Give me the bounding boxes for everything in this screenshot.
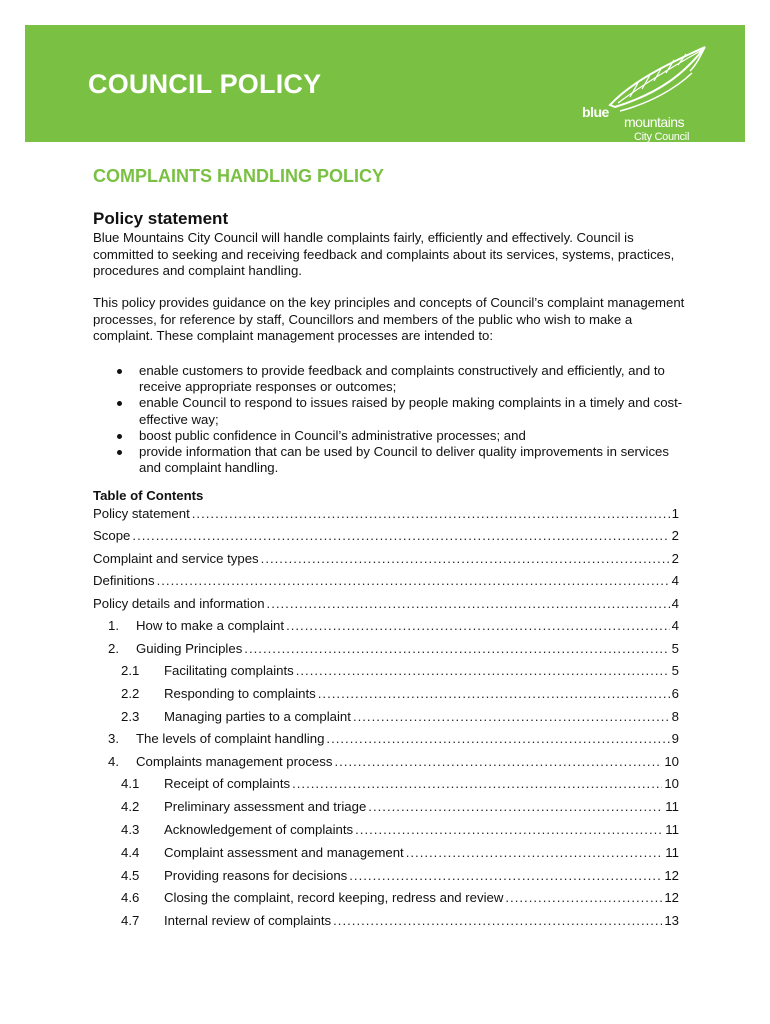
toc-entry-number: 4. bbox=[108, 754, 119, 769]
toc-entry[interactable] bbox=[93, 505, 679, 523]
toc-leader bbox=[261, 550, 670, 568]
toc-leader bbox=[157, 572, 670, 590]
toc-entry-page: 12 bbox=[664, 868, 679, 883]
toc-entry-label: Guiding Principles bbox=[136, 641, 243, 656]
toc-entry-page: 5 bbox=[671, 663, 679, 678]
toc-entry-number: 4.5 bbox=[121, 868, 140, 883]
toc-heading: Table of Contents bbox=[93, 488, 204, 503]
toc-entry-page: 4 bbox=[671, 618, 679, 633]
toc-entry[interactable] bbox=[121, 867, 679, 885]
toc-entry[interactable] bbox=[93, 550, 679, 568]
toc-entry[interactable] bbox=[93, 527, 679, 545]
section-heading: Policy statement bbox=[93, 209, 229, 228]
toc-entry-page: 10 bbox=[664, 754, 679, 769]
toc-leader bbox=[267, 595, 670, 613]
toc-entry-label: How to make a complaint bbox=[136, 618, 285, 633]
toc-leader bbox=[292, 775, 662, 793]
banner-title: COUNCIL POLICY bbox=[88, 69, 322, 99]
bullet-icon bbox=[117, 450, 122, 455]
paragraph-1: Blue Mountains City Council will handle complaints fairly, efficiently and effectively. Council is committed to seeking and receiving feedback and complaints about its services, systems, practices, procedures and complaint handling. bbox=[93, 230, 675, 278]
toc-entry-label: Closing the complaint, record keeping, redress and review bbox=[164, 890, 504, 905]
bullet-icon bbox=[117, 401, 122, 406]
toc-entry-label: Policy details and information bbox=[93, 596, 265, 611]
toc-leader bbox=[406, 844, 664, 862]
toc-leader bbox=[333, 912, 662, 930]
toc-entry-label: Preliminary assessment and triage bbox=[164, 799, 367, 814]
bullet-text: enable customers to provide feedback and complaints constructively and efficiently, and to receive appropriate responses or outcomes; bbox=[139, 363, 665, 395]
toc-leader bbox=[505, 889, 662, 907]
toc-entry-page: 10 bbox=[664, 776, 679, 791]
toc-entry-page: 11 bbox=[665, 845, 679, 860]
toc-entry-number: 1. bbox=[108, 618, 119, 633]
bullet-item bbox=[113, 444, 683, 476]
toc-entry[interactable] bbox=[121, 685, 679, 703]
toc-entry-number: 2.2 bbox=[121, 686, 140, 701]
toc-leader bbox=[286, 617, 670, 635]
toc-entry-page: 12 bbox=[664, 890, 679, 905]
toc-entry-page: 8 bbox=[671, 709, 679, 724]
policy-banner bbox=[25, 25, 745, 142]
logo-text-blue: blue bbox=[582, 104, 609, 120]
toc-entry-label: Acknowledgement of complaints bbox=[164, 822, 354, 837]
bullet-text: provide information that can be used by Council to deliver quality improvements in services and complaint handling. bbox=[139, 444, 669, 476]
toc-entry-label: Internal review of complaints bbox=[164, 913, 332, 928]
toc-entry-number: 2.3 bbox=[121, 709, 140, 724]
toc-entry[interactable] bbox=[121, 708, 679, 726]
toc-entry-page: 1 bbox=[671, 506, 679, 521]
toc-leader bbox=[326, 730, 669, 748]
toc-entry[interactable] bbox=[121, 775, 679, 793]
toc-entry-page: 4 bbox=[671, 573, 679, 588]
toc-entry-label: Policy statement bbox=[93, 506, 190, 521]
toc-entry-number: 3. bbox=[108, 731, 119, 746]
toc-leader bbox=[132, 527, 669, 545]
bullet-icon bbox=[117, 434, 122, 439]
toc-entry-label: Facilitating complaints bbox=[164, 663, 294, 678]
logo-text-mountains: mountains bbox=[624, 114, 685, 130]
toc-leader bbox=[349, 867, 662, 885]
toc-entry-label: The levels of complaint handling bbox=[136, 731, 325, 746]
toc-entry-page: 13 bbox=[664, 913, 679, 928]
toc-leader bbox=[355, 821, 663, 839]
toc-entry-label: Definitions bbox=[93, 573, 155, 588]
toc-entry-page: 11 bbox=[665, 799, 679, 814]
toc-entry[interactable] bbox=[108, 617, 679, 635]
toc-leader bbox=[296, 662, 670, 680]
toc-entry-page: 2 bbox=[671, 551, 679, 566]
bullet-text: enable Council to respond to issues raised by people making complaints in a timely and cost-effective way; bbox=[139, 395, 683, 427]
toc-entry[interactable] bbox=[93, 595, 679, 613]
toc-entry-page: 4 bbox=[671, 596, 679, 611]
toc-entry-number: 4.2 bbox=[121, 799, 140, 814]
toc-entry-page: 11 bbox=[665, 822, 679, 837]
toc-entry-number: 4.4 bbox=[121, 845, 140, 860]
toc-entry-page: 6 bbox=[671, 686, 679, 701]
toc-entry-number: 4.1 bbox=[121, 776, 140, 791]
toc-entry[interactable] bbox=[93, 572, 679, 590]
toc-entry-number: 4.7 bbox=[121, 913, 140, 928]
toc-entry[interactable] bbox=[121, 912, 679, 930]
paragraph-2: This policy provides guidance on the key principles and concepts of Council’s complaint management processes, for reference by staff, Councillors and members of the public who wish to make a complaint. These complaint management processes are intended to: bbox=[93, 295, 685, 343]
bullet-text: boost public confidence in Council’s administrative processes; and bbox=[139, 427, 526, 443]
toc-entry-label: Complaint assessment and management bbox=[164, 845, 404, 860]
toc-leader bbox=[334, 753, 662, 771]
toc-leader bbox=[353, 708, 670, 726]
toc-entry-label: Scope bbox=[93, 528, 131, 543]
bullet-icon bbox=[117, 369, 122, 374]
toc-leader bbox=[318, 685, 670, 703]
toc-entry[interactable] bbox=[108, 753, 679, 771]
toc-entry-label: Complaint and service types bbox=[93, 551, 259, 566]
toc-leader bbox=[192, 505, 670, 523]
toc-entry-label: Providing reasons for decisions bbox=[164, 868, 348, 883]
toc-entry[interactable] bbox=[108, 640, 679, 658]
toc-entry-page: 9 bbox=[671, 731, 679, 746]
toc-entry-number: 4.3 bbox=[121, 822, 140, 837]
bullet-item bbox=[113, 363, 683, 395]
toc-entry-page: 5 bbox=[671, 641, 679, 656]
toc-entry[interactable] bbox=[121, 798, 679, 816]
toc-entry[interactable] bbox=[121, 889, 679, 907]
toc-entry-page: 2 bbox=[671, 528, 679, 543]
document-title: COMPLAINTS HANDLING POLICY bbox=[93, 166, 384, 186]
council-logo bbox=[580, 43, 710, 143]
toc-entry[interactable] bbox=[121, 821, 679, 839]
leaf-icon bbox=[580, 43, 710, 113]
toc-entry-label: Managing parties to a complaint bbox=[164, 709, 351, 724]
toc-entry-label: Responding to complaints bbox=[164, 686, 316, 701]
toc-leader bbox=[244, 640, 669, 658]
toc-entry-number: 4.6 bbox=[121, 890, 140, 905]
bullet-item bbox=[113, 428, 683, 444]
toc-entry-number: 2.1 bbox=[121, 663, 140, 678]
toc-entry[interactable] bbox=[121, 662, 679, 680]
toc-entry-number: 2. bbox=[108, 641, 119, 656]
bullet-list bbox=[113, 363, 683, 476]
toc-leader bbox=[368, 798, 663, 816]
toc-entry-label: Receipt of complaints bbox=[164, 776, 291, 791]
toc-entry-label: Complaints management process bbox=[136, 754, 333, 769]
bullet-item bbox=[113, 395, 683, 427]
toc-entry[interactable] bbox=[121, 844, 679, 862]
toc-entry[interactable] bbox=[108, 730, 679, 748]
logo-text-city-council: City Council bbox=[634, 131, 690, 143]
